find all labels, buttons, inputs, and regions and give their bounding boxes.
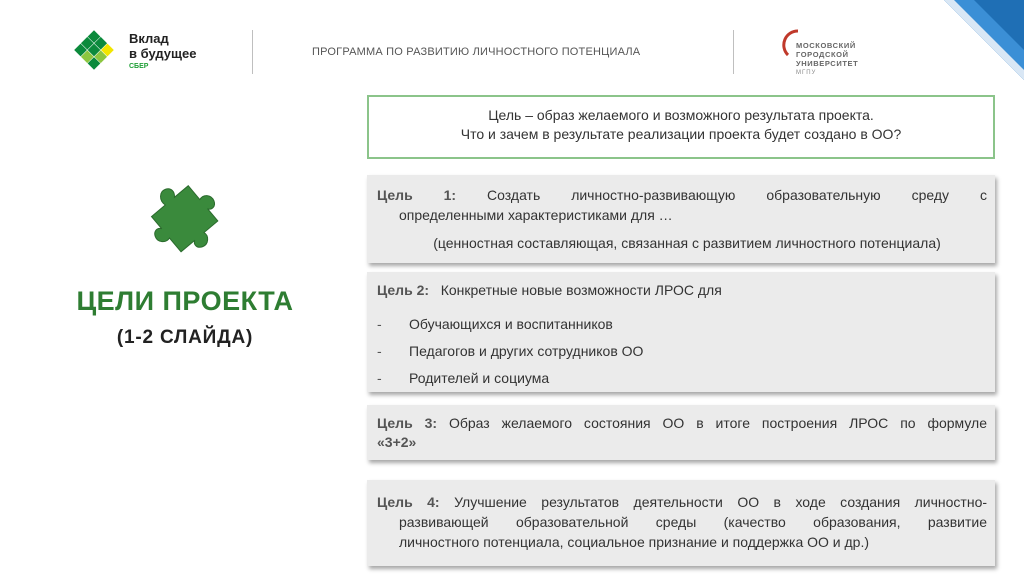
goal-1-note: (ценностная составляющая, связанная с развитием личностного потенциала) xyxy=(433,235,941,251)
goal-3-text-line2: «3+2» xyxy=(377,434,417,450)
goal-4-label: Цель 4: xyxy=(377,494,440,510)
goal-definition-line1: Цель – образ желаемого и возможного результата проекта. xyxy=(488,107,874,123)
goal-4-text-line2: развивающей образовательной среды (качество образования, развитие xyxy=(399,514,987,530)
goal-2-text: Конкретные новые возможности ЛРОС для xyxy=(440,282,722,298)
goal-3-box xyxy=(367,405,995,460)
university-abbr: МГПУ xyxy=(796,70,817,76)
goal-3-line1 xyxy=(377,414,987,433)
header-divider-right xyxy=(733,30,734,74)
list-bullet: - xyxy=(377,342,382,359)
list-bullet: - xyxy=(377,315,382,332)
list-item xyxy=(377,341,987,360)
list-bullet: - xyxy=(377,369,382,386)
logo-text xyxy=(129,31,196,61)
list-item-text: Обучающихся и воспитанников xyxy=(409,315,613,332)
goal-3-label: Цель 3: xyxy=(377,415,438,431)
header-divider-left xyxy=(252,30,253,74)
goal-1-label: Цель 1: xyxy=(377,187,457,203)
university-line1: МОСКОВСКИЙ xyxy=(796,41,856,50)
page-subtitle: (1-2 СЛАЙДА) xyxy=(116,327,254,348)
goal-1-text-line2: определенными характеристиками для … xyxy=(399,207,673,223)
goal-definition-box xyxy=(367,95,995,159)
page-title: ЦЕЛИ ПРОЕКТА xyxy=(76,286,294,316)
list-item-text: Родителей и социума xyxy=(409,369,550,386)
university-line2: ГОРОДСКОЙ xyxy=(796,50,849,59)
logo-line2: в будущее xyxy=(129,46,197,61)
university-line3: УНИВЕРСИТЕТ xyxy=(796,59,859,68)
list-item xyxy=(377,368,987,387)
list-item xyxy=(377,314,987,333)
goal-1-line1 xyxy=(377,185,987,206)
sber-label: СБЕР xyxy=(129,63,149,70)
goal-3-text-line1: Образ желаемого состояния ОО в итоге построения ЛРОС по формуле xyxy=(448,415,987,431)
goal-2-label: Цель 2: xyxy=(377,282,430,298)
goal-1-text-line1: Создать личностно-развивающую образовательную среду с xyxy=(487,187,987,203)
goal-definition-line2: Что и зачем в результате реализации проекта будет создано в ОО? xyxy=(460,126,902,142)
goal-4-line1 xyxy=(377,492,987,512)
corner-decoration xyxy=(944,0,1024,80)
goal-4-text-line3: личностного потенциала, социальное признание и поддержка ОО и др.) xyxy=(399,534,870,550)
list-item-text: Педагогов и других сотрудников ОО xyxy=(409,342,644,359)
goal-1-box xyxy=(367,175,995,263)
logo-line1: Вклад xyxy=(129,31,169,46)
goal-4-text-line1: Улучшение результатов деятельности ОО в ходе создания личностно- xyxy=(454,494,988,510)
university-name xyxy=(796,41,858,68)
puzzle-piece-icon xyxy=(138,175,230,261)
goal-2-box xyxy=(367,272,995,392)
header-title: ПРОГРАММА ПО РАЗВИТИЮ ЛИЧНОСТНОГО ПОТЕНЦИАЛА xyxy=(312,46,641,58)
goal-4-box xyxy=(367,480,995,566)
goal-2-header xyxy=(377,281,987,300)
